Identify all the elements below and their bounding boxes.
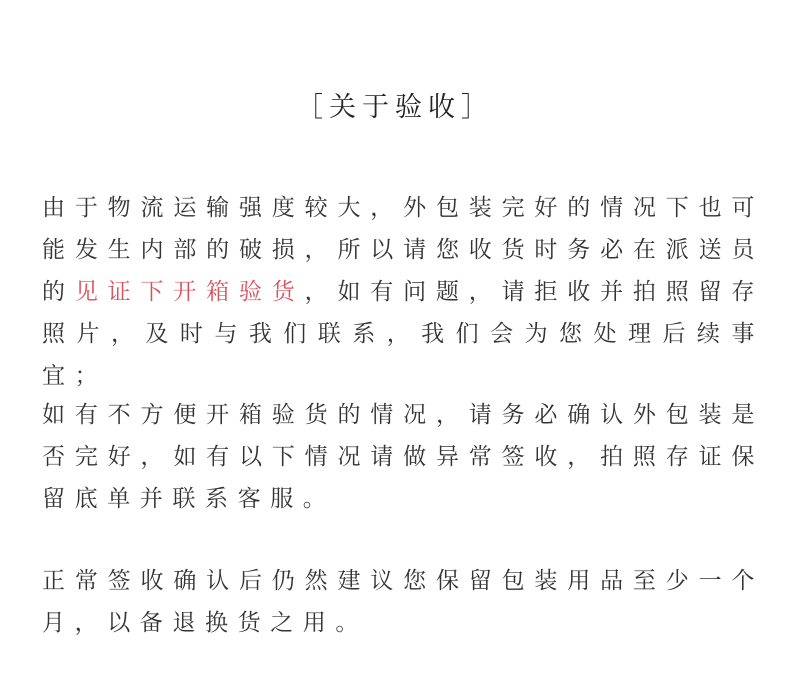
section-title: ［关于验收］: [296, 92, 494, 123]
paragraph-keep-packaging: 正常签收确认后仍然建议您保留包装用品至少一个月，以备退换货之用。: [42, 568, 764, 636]
paragraph-text: 由于物流运输强度较大，外包装完好的情况下也可能发生内部的破损，所以请您收货时务必在派送员的: [42, 195, 764, 305]
paragraph-inspection-notice: [42, 187, 764, 397]
paragraph-text: ，如有问题，请拒收并拍照留存照片，及时与我们联系，我们会为您处理后续事宜；: [42, 279, 764, 389]
highlighted-text: 见证下开箱验货: [74, 279, 305, 305]
paragraph-abnormal-receipt: 如有不方便开箱验货的情况，请务必确认外包装是否完好，如有以下情况请做异常签收，拍照存证保留底单并联系客服。: [42, 402, 764, 512]
